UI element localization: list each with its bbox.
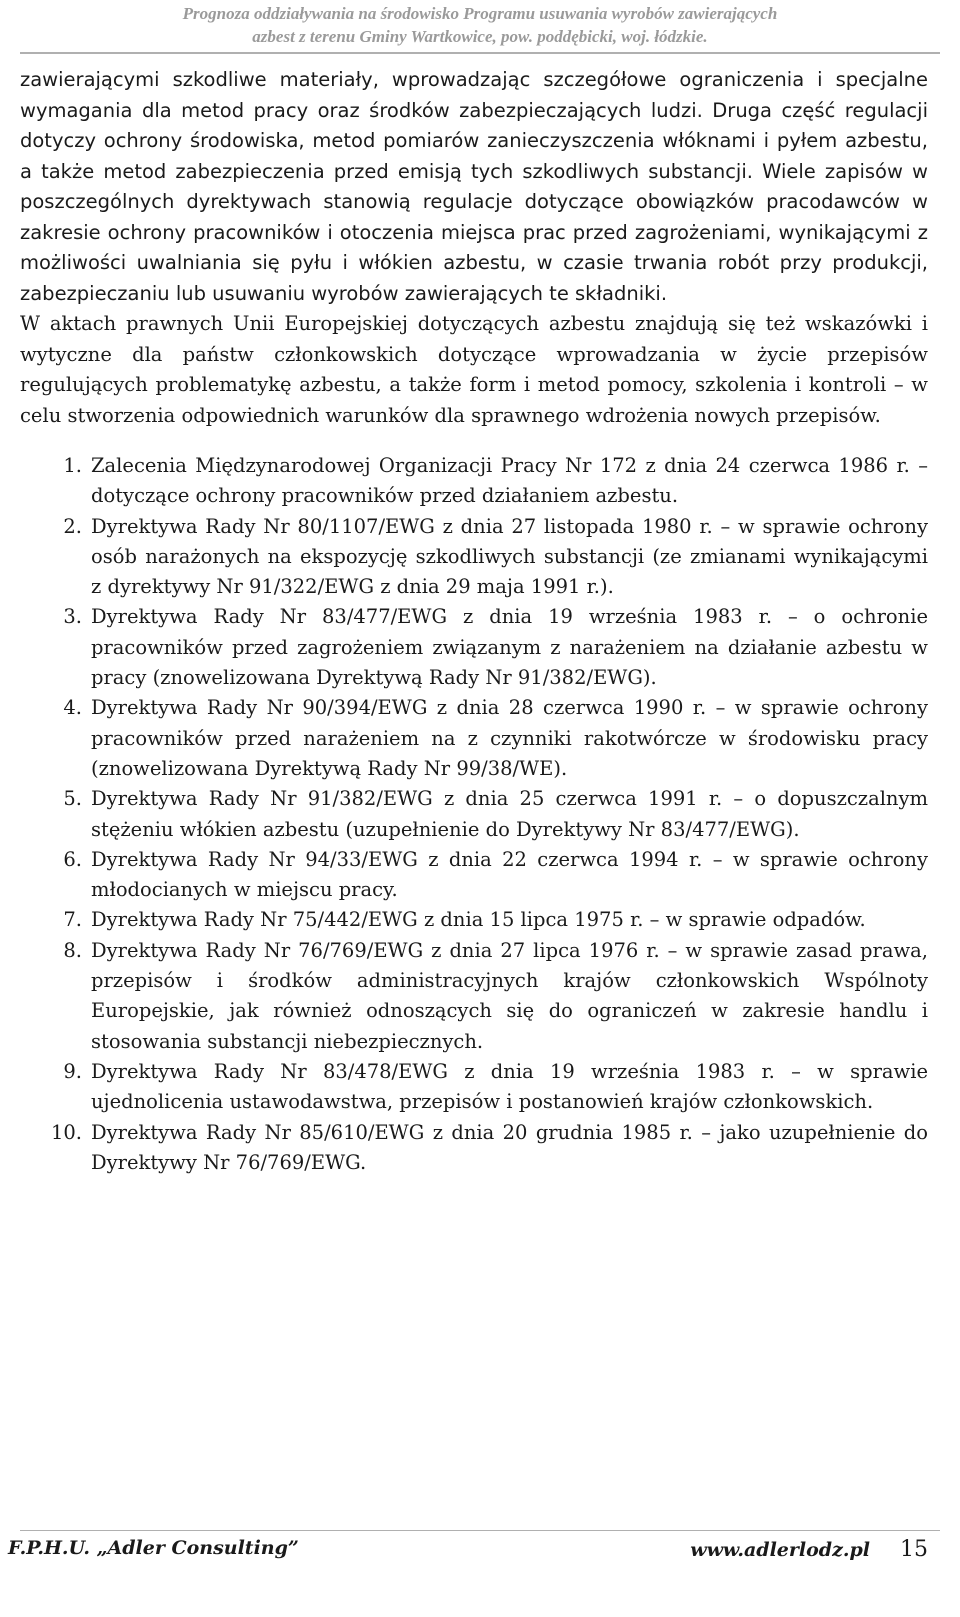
- list-item: [20, 693, 928, 784]
- list-item: [20, 602, 928, 693]
- list-item: [20, 1118, 928, 1179]
- list-item-number: 4.: [63, 696, 82, 720]
- list-item-number: 10.: [50, 1120, 82, 1144]
- page-footer: [8, 1537, 928, 1577]
- list-item-number: 9.: [63, 1059, 82, 1083]
- list-item-number: 6.: [63, 847, 82, 871]
- list-item-number: 7.: [63, 908, 82, 932]
- list-item-text: Dyrektywa Rady Nr 83/478/EWG z dnia 19 września 1983 r. – w sprawie ujednolicenia ustawodawstwa, przepisów i postanowień krajów członkowskich.: [91, 1059, 928, 1114]
- list-item-number: 8.: [63, 938, 82, 962]
- list-item: [20, 845, 928, 906]
- list-item-text: Dyrektywa Rady Nr 76/769/EWG z dnia 27 lipca 1976 r. – w sprawie zasad prawa, przepisów i środków administracyjnych krajów członkowskich Wspólnoty Europejskie, jak również odnoszących się do ograniczeń w zakresie handlu i stosowania substancji niebezpiecznych.: [91, 938, 928, 1053]
- footer-right-group: [690, 1537, 928, 1562]
- list-item-text: Dyrektywa Rady Nr 75/442/EWG z dnia 15 lipca 1975 r. – w sprawie odpadów.: [91, 908, 866, 932]
- list-item-text: Dyrektywa Rady Nr 80/1107/EWG z dnia 27 listopada 1980 r. – w sprawie ochrony osób narażonych na ekspozycję szkodliwych substancji (ze zmianami wynikającymi z dyrektywy Nr 91/322/EWG z dnia 29 maja 1991 r.).: [91, 514, 928, 599]
- list-item-number: 2.: [63, 514, 82, 538]
- list-item: [20, 451, 928, 512]
- document-body: [20, 65, 928, 1178]
- running-header: [0, 2, 960, 48]
- header-line-1: Prognoza oddziaływania na środowisko Programu usuwania wyrobów zawierających: [182, 4, 778, 23]
- page-number: 15: [900, 1537, 928, 1562]
- list-item-text: Dyrektywa Rady Nr 90/394/EWG z dnia 28 czerwca 1990 r. – w sprawie ochrony pracowników przed narażeniem na z czynniki rakotwórcze w środowisku pracy (znowelizowana Dyrektywą Rady Nr 99/38/WE).: [91, 696, 928, 780]
- list-item: [20, 512, 928, 603]
- header-divider: [20, 52, 940, 54]
- footer-website-link[interactable]: www.adlerlodz.pl: [690, 1539, 870, 1561]
- footer-divider: [20, 1530, 940, 1531]
- list-item-text: Zalecenia Międzynarodowej Organizacji Pracy Nr 172 z dnia 24 czerwca 1986 r. – dotyczące ochrony pracowników przed działaniem azbestu.: [91, 454, 928, 508]
- header-line-2: azbest z terenu Gminy Wartkowice, pow. poddębicki, woj. łódzkie.: [252, 27, 708, 46]
- list-item-number: 1.: [63, 454, 82, 477]
- list-item: [20, 784, 928, 845]
- footer-company: F.P.H.U. „Adler Consulting”: [8, 1537, 299, 1559]
- list-item-text: Dyrektywa Rady Nr 94/33/EWG z dnia 22 czerwca 1994 r. – w sprawie ochrony młodocianych w miejscu pracy.: [91, 847, 928, 902]
- list-item: [20, 936, 928, 1057]
- body-paragraph-1: zawierającymi szkodliwe materiały, wprowadzając szczegółowe ograniczenia i specjalne wymagania dla metod pracy oraz środków zabezpieczających ludzi. Druga część regulacji dotyczy ochrony środowiska, metod pomiarów zanieczyszczenia włóknami i pyłem azbestu, a także metod zabezpieczenia przed emisją tych szkodliwych substancji. Wiele zapisów w poszczególnych dyrektywach stanowią regulacje dotyczące obowiązków pracodawców w zakresie ochrony pracowników i otoczenia miejsca prac przed zagrożeniami, wynikającymi z możliwości uwalniania się pyłu i włókien azbestu, w czasie trwania robót przy produkcji, zabezpieczaniu lub usuwaniu wyrobów zawierających te składniki.: [20, 68, 928, 305]
- list-item-number: 5.: [63, 787, 82, 811]
- list-item: [20, 1057, 928, 1118]
- list-item: [20, 905, 928, 935]
- list-item-text: Dyrektywa Rady Nr 91/382/EWG z dnia 25 czerwca 1991 r. – o dopuszczalnym stężeniu włókien azbestu (uzupełnienie do Dyrektywy Nr 83/477/EWG).: [91, 787, 928, 841]
- list-item-text: Dyrektywa Rady Nr 83/477/EWG z dnia 19 września 1983 r. – o ochronie pracowników przed zagrożeniem związanym z narażeniem na działanie azbestu w pracy (znowelizowana Dyrektywą Rady Nr 91/382/EWG).: [91, 605, 928, 690]
- body-paragraph-2: W aktach prawnych Unii Europejskiej dotyczących azbestu znajdują się też wskazówki i wytyczne dla państw członkowskich dotyczące wprowadzania w życie przepisów regulujących problematykę azbestu, a także form i metod pomocy, szkolenia i kontroli – w celu stworzenia odpowiednich warunków dla sprawnego wdrożenia nowych przepisów.: [20, 312, 928, 427]
- list-item-number: 3.: [63, 605, 82, 629]
- list-item-text: Dyrektywa Rady Nr 85/610/EWG z dnia 20 grudnia 1985 r. – jako uzupełnienie do Dyrektywy Nr 76/769/EWG.: [91, 1120, 928, 1174]
- legal-acts-list: [20, 451, 928, 1178]
